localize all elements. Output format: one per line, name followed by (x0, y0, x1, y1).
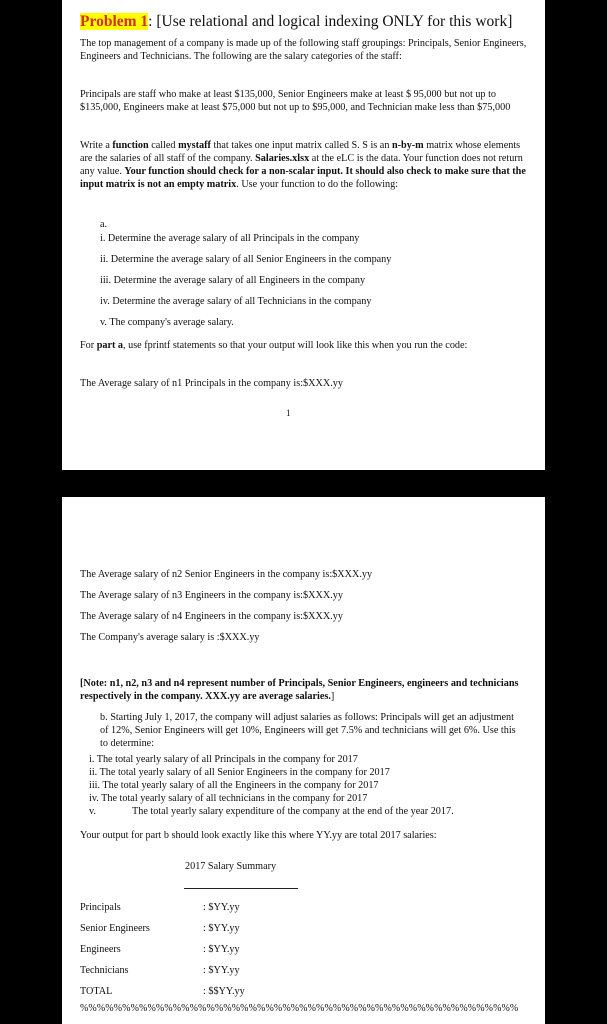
instr-text-1: Write a (80, 140, 113, 151)
page-number: 1 (286, 408, 291, 418)
summary-row-label: Principals (80, 902, 121, 913)
part-b-item-v-label: v. (89, 806, 96, 817)
output-line-1: The Average salary of n1 Principals in the company is:$XXX.yy (80, 378, 343, 389)
instr-text-4: matrix whose elements are the salaries of all staff of the company. (80, 140, 521, 164)
note-paragraph (80, 677, 535, 703)
instr-text-2: called (148, 140, 179, 151)
instr-text-5: at the eLC is the data. Your function does not return any value. (80, 153, 523, 177)
summary-underline (184, 888, 298, 889)
summary-row-value: : $$YY.yy (203, 986, 245, 997)
instr-bold-mystaff: mystaff (178, 140, 211, 151)
problem-heading-text: : [Use relational and logical indexing ONLY for this work] (148, 13, 513, 30)
part-b-item-iii: iii. The total yearly salary of all the Engineers in the company for 2017 (89, 780, 379, 791)
summary-row-label: Engineers (80, 944, 121, 955)
instr-bold-xlsx: Salaries.xlsx (255, 153, 310, 164)
part-b-item-v: The total yearly salary expenditure of the company at the end of the year 2017. (132, 806, 454, 817)
problem-heading-highlight: Problem 1 (80, 13, 149, 30)
part-b-paragraph: b. Starting July 1, 2017, the company will adjust salaries as follows: Principals will get an adjustment of 12%, Senior Engineers will get 10%, Engineers will get 7.5% and technicians will get 6%. Use this to determine: (100, 712, 516, 749)
list-item-iii: iii. Determine the average salary of all Engineers in the company (100, 275, 366, 286)
instr-text-6: . Use your function to do the following: (236, 179, 399, 190)
salary-categories-paragraph: Principals are staff who make at least $135,000, Senior Engineers make at least $ 95,000 but not up to $135,000, Engineers make at least $75,000 but not up to $95,000, and Technician make less than $75,000 (80, 89, 511, 113)
list-item-iv: iv. Determine the average salary of all Technicians in the company (100, 296, 372, 307)
part-b-item-i: i. The total yearly salary of all Principals in the company for 2017 (89, 754, 358, 765)
instr-text-3: that takes one input matrix called S. S is an (210, 140, 392, 151)
list-item-v: v. The company's average salary. (100, 317, 234, 328)
document-page-2 (62, 497, 545, 1024)
instr-bold-nbym: n-by-m (391, 140, 424, 151)
summary-row-value: : $YY.yy (203, 965, 240, 976)
for-part-bold: part a (96, 340, 124, 351)
instr-bold-function: function (112, 140, 149, 151)
summary-row-value: : $YY.yy (203, 902, 240, 913)
output-line-5: The Company's average salary is :$XXX.yy (80, 632, 260, 643)
for-part-text-2: , use fprintf statements so that your output will look like this when you run the code: (123, 340, 468, 351)
part-b-item-ii: ii. The total yearly salary of all Senior Engineers in the company for 2017 (89, 767, 390, 778)
output-line-3: The Average salary of n3 Engineers in the company is:$XXX.yy (80, 590, 343, 601)
intro-paragraph: The top management of a company is made up of the following staff groupings: Principals, Senior Engineers, Engineers and Technicians. The following are the salary categories of the staff: (80, 38, 527, 62)
document-page-1 (62, 0, 545, 470)
list-item-a: a. (100, 219, 108, 230)
output-line-2: The Average salary of n2 Senior Engineers in the company is:$XXX.yy (80, 569, 373, 580)
percent-separator: %%%%%%%%%%%%%%%%%%%%%%%%%%%%%%%%%%%%%%%%%%%%%%%%%%%% (80, 1003, 519, 1014)
list-item-i: i. Determine the average salary of all Principals in the company (100, 233, 360, 244)
problem-heading (80, 13, 512, 31)
summary-row-value: : $YY.yy (203, 923, 240, 934)
instr-bold-check: Your function should check for a non-scalar input. It should also check to make sure that the input matrix is not an empty matrix (80, 166, 526, 190)
function-instructions (80, 139, 532, 191)
summary-row-label: Senior Engineers (80, 923, 150, 934)
summary-title: 2017 Salary Summary (185, 861, 277, 872)
output-b-intro: Your output for part b should look exactly like this where YY.yy are total 2017 salaries: (80, 830, 437, 841)
part-b-item-iv: iv. The total yearly salary of all technicians in the company for 2017 (89, 793, 368, 804)
summary-row-label: Technicians (80, 965, 129, 976)
note-bold: [Note: n1, n2, n3 and n4 represent number of Principals, Senior Engineers, engineers and technicians respectively in the company. XXX.yy are average salaries. (80, 678, 519, 702)
summary-row-label: TOTAL (80, 986, 113, 997)
output-line-4: The Average salary of n4 Engineers in the company is:$XXX.yy (80, 611, 343, 622)
summary-row-value: : $YY.yy (203, 944, 240, 955)
note-end: ] (330, 691, 335, 702)
for-part-text-1: For (80, 340, 97, 351)
list-item-ii: ii. Determine the average salary of all Senior Engineers in the company (100, 254, 392, 265)
for-part-a-paragraph (80, 339, 535, 352)
